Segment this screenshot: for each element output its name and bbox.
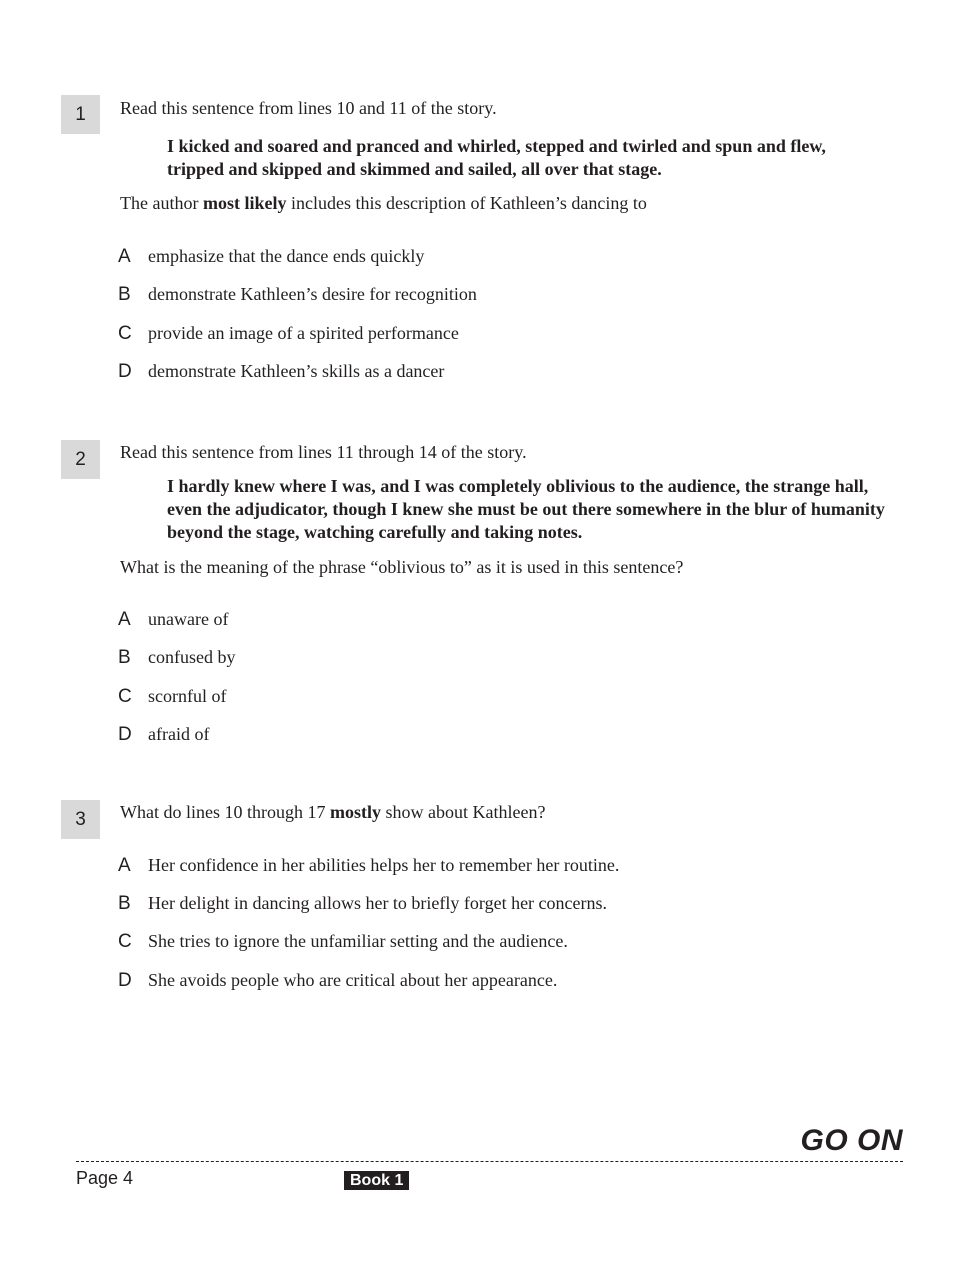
question-1-stem: Read this sentence from lines 10 and 11 of the story.	[120, 98, 497, 118]
question-number-1: 1	[61, 95, 100, 134]
option-text: scornful of	[148, 686, 227, 706]
option-letter: C	[118, 686, 132, 707]
question-3-stem-emphasis: mostly	[329, 802, 381, 822]
question-1-option-c[interactable]	[118, 323, 459, 347]
question-3-option-b[interactable]	[118, 893, 607, 917]
option-letter: D	[118, 970, 132, 991]
option-letter: A	[118, 246, 131, 267]
question-1-prompt-emphasis: most likely	[202, 193, 287, 213]
question-1-prompt-end: includes this description of Kathleen’s dancing to	[286, 193, 647, 213]
option-text: She avoids people who are critical about her appearance.	[148, 970, 558, 990]
question-2-option-a[interactable]	[118, 609, 228, 633]
question-2-excerpt: I hardly knew where I was, and I was completely oblivious to the audience, the strange hall, even the adjudicator, though I knew she must be out there somewhere in the blur of humanity beyond the stage, watching carefully and taking notes.	[167, 476, 885, 542]
question-3-option-c[interactable]	[118, 931, 568, 955]
question-2-option-d[interactable]	[118, 724, 209, 748]
option-text: Her confidence in her abilities helps her to remember her routine.	[148, 855, 620, 875]
question-2-stem: Read this sentence from lines 11 through 14 of the story.	[120, 442, 527, 462]
question-1-option-d[interactable]	[118, 361, 444, 385]
option-text: She tries to ignore the unfamiliar setting and the audience.	[148, 931, 568, 951]
option-text: provide an image of a spirited performance	[148, 323, 459, 343]
question-3-stem	[120, 801, 889, 824]
question-number-2: 2	[61, 440, 100, 479]
option-text: emphasize that the dance ends quickly	[148, 246, 425, 266]
option-text: afraid of	[148, 724, 210, 744]
question-1-option-a[interactable]	[118, 246, 424, 270]
question-1-prompt	[120, 192, 889, 215]
option-letter: C	[118, 931, 132, 952]
question-1-prompt-start: The author	[120, 193, 203, 213]
page-number: Page 4	[76, 1168, 134, 1188]
question-number-3: 3	[61, 800, 100, 839]
footer-divider	[76, 1161, 903, 1162]
question-1-excerpt: I kicked and soared and pranced and whirled, stepped and twirled and spun and flew, tripped and skipped and skimmed and sailed, all over that stage.	[167, 136, 826, 179]
question-2-option-b[interactable]	[118, 647, 235, 671]
option-letter: B	[118, 284, 131, 305]
question-1-option-b[interactable]	[118, 284, 477, 308]
option-text: confused by	[148, 647, 236, 667]
option-text: demonstrate Kathleen’s desire for recognition	[148, 284, 477, 304]
question-3-option-a[interactable]	[118, 855, 619, 879]
option-letter: B	[118, 893, 131, 914]
question-3-stem-start: What do lines 10 through 17	[120, 802, 330, 822]
question-3-option-d[interactable]	[118, 970, 557, 994]
option-text: unaware of	[148, 609, 229, 629]
option-letter: D	[118, 361, 132, 382]
option-letter: C	[118, 323, 132, 344]
option-letter: B	[118, 647, 131, 668]
option-letter: D	[118, 724, 132, 745]
option-text: Her delight in dancing allows her to briefly forget her concerns.	[148, 893, 608, 913]
question-3-stem-end: show about Kathleen?	[380, 802, 546, 822]
option-letter: A	[118, 609, 131, 630]
question-2-prompt: What is the meaning of the phrase “oblivious to” as it is used in this sentence?	[120, 557, 684, 577]
option-letter: A	[118, 855, 131, 876]
go-on-label: GO ON	[800, 1124, 903, 1157]
book-badge: Book 1	[344, 1171, 409, 1190]
question-2-option-c[interactable]	[118, 686, 226, 710]
option-text: demonstrate Kathleen’s skills as a dancer	[148, 361, 445, 381]
